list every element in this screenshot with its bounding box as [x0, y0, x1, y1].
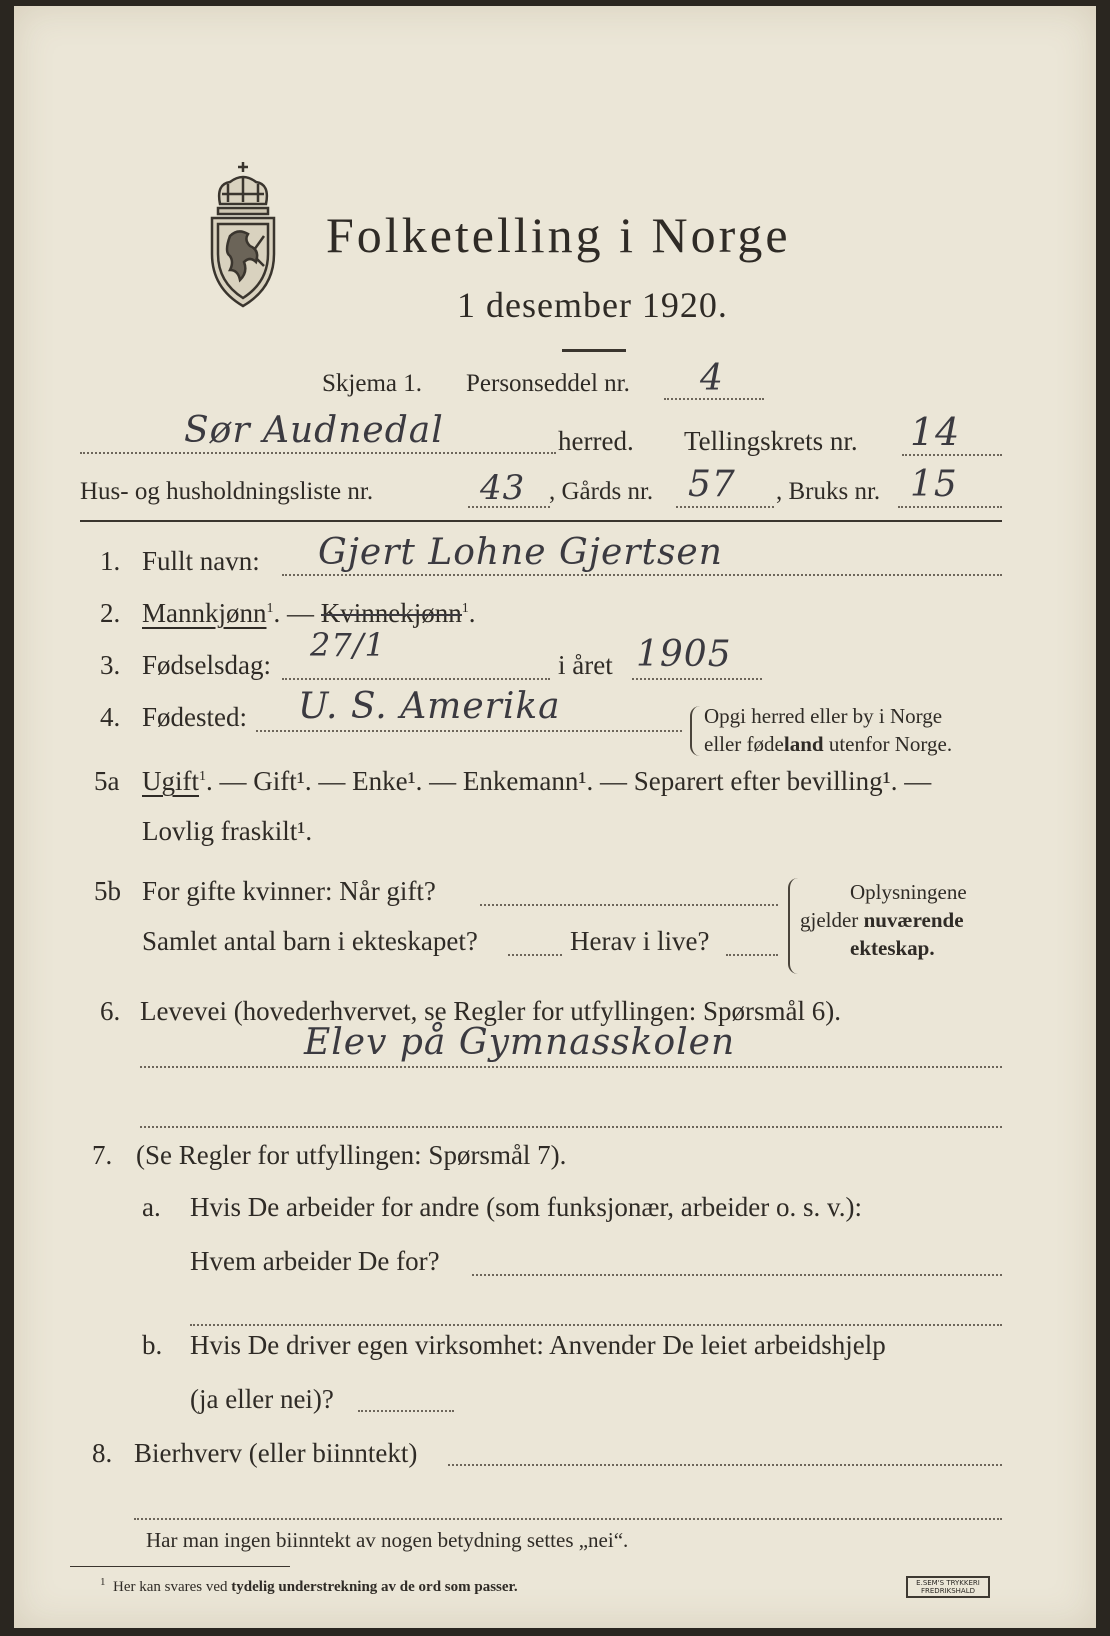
q2-number: 2.	[100, 598, 121, 628]
herred-label: herred.	[558, 426, 634, 456]
page-title: Folketelling i Norge	[326, 207, 791, 263]
q3-number: 3.	[100, 650, 121, 680]
birth-year-value[interactable]: 1905	[636, 634, 732, 675]
personseddel-value[interactable]: 4	[700, 358, 724, 399]
birthdate-value[interactable]: 27/1	[310, 626, 386, 664]
biinntekt-note: Har man ingen biinntekt av nogen betydning settes „nei“.	[146, 1528, 629, 1552]
q7b-number: b.	[142, 1330, 163, 1360]
printer-stamp: E.SEM'S TRYKKERI FREDRIKSHALD	[906, 1576, 990, 1598]
skjema-label: Skjema 1.	[322, 370, 422, 397]
q7b-line2: (ja eller nei)?	[190, 1384, 334, 1414]
personseddel-label: Personseddel nr.	[466, 370, 630, 397]
q7-label: (Se Regler for utfyllingen: Spørsmål 7).	[136, 1140, 567, 1170]
q8-number: 8.	[92, 1438, 113, 1468]
q7b-line1: Hvis De driver egen virksomhet: Anvender De leiet arbeidshjelp	[190, 1330, 886, 1360]
q1-label: Fullt navn:	[142, 546, 260, 576]
q6-label: Levevei (hovederhvervet, se Regler for utfyllingen: Spørsmål 6).	[140, 996, 842, 1026]
q3-label: Fødselsdag:	[142, 650, 272, 680]
q1-number: 1.	[100, 546, 121, 576]
ugift-option[interactable]: Ugift	[142, 766, 199, 796]
bruks-label: , Bruks nr.	[776, 478, 881, 505]
q5a-number: 5a	[94, 766, 120, 796]
q4-note-line1: Opgi herred eller by i Norge	[704, 704, 943, 728]
census-date: 1 desember 1920.	[457, 285, 728, 325]
q7a-number: a.	[142, 1192, 161, 1222]
q5a-line: Ugift$^1$. — Gift¹. — Enke¹. — Enkemann¹. — Separert efter bevilling¹. —	[142, 766, 932, 796]
mannkjonn-option[interactable]: Mannkjønn	[142, 598, 267, 628]
q5b-note1: Oplysningene	[850, 880, 967, 904]
q7a-line2: Hvem arbeider De for?	[190, 1246, 440, 1276]
q5a-line2: Lovlig fraskilt¹.	[142, 816, 313, 846]
q5b-number: 5b	[94, 876, 121, 906]
tellingskrets-value[interactable]: 14	[910, 410, 961, 454]
q5b-when-married: For gifte kvinner: Når gift?	[142, 876, 436, 906]
header-rule	[80, 520, 1002, 522]
footnote-rule	[70, 1566, 290, 1567]
q2-line: Mannkjønn$^1$. — Kvinnekjønn$^1$.	[142, 598, 476, 628]
footnote: $^1$ Her kan svares ved tydelig understrekning av de ord som passer.	[100, 1576, 518, 1595]
q4-note-line2: eller fødeland utenfor Norge.	[704, 732, 953, 756]
bruks-value[interactable]: 15	[910, 464, 958, 505]
gards-value[interactable]: 57	[688, 464, 736, 505]
title-divider	[562, 349, 626, 352]
q6-number: 6.	[100, 996, 121, 1026]
q5b-note3: ekteskap.	[850, 936, 935, 960]
tellingskrets-label: Tellingskrets nr.	[684, 426, 858, 456]
occupation-value[interactable]: Elev på Gymnasskolen	[304, 1022, 736, 1063]
gards-label: , Gårds nr.	[549, 478, 654, 505]
q5b-children: Samlet antal barn i ekteskapet?	[142, 926, 478, 956]
q8-label: Bierhverv (eller biinntekt)	[134, 1438, 418, 1468]
birth-year-label: i året	[558, 650, 613, 680]
q7-number: 7.	[92, 1140, 113, 1170]
coat-of-arms-icon	[202, 158, 284, 310]
full-name-value[interactable]: Gjert Lohne Gjertsen	[318, 532, 723, 573]
census-form-sheet	[14, 6, 1096, 1628]
q4-number: 4.	[100, 702, 121, 732]
q4-label: Fødested:	[142, 702, 247, 732]
q7a-line1: Hvis De arbeider for andre (som funksjonær, arbeider o. s. v.):	[190, 1192, 862, 1222]
hus-value[interactable]: 43	[480, 468, 526, 508]
q5b-alive: Herav i live?	[570, 926, 710, 956]
birthplace-value[interactable]: U. S. Amerika	[298, 686, 561, 727]
hus-label: Hus- og husholdningsliste nr.	[80, 478, 374, 505]
kvinnekjonn-option[interactable]: Kvinnekjønn	[320, 598, 462, 628]
q5b-note2: gjelder nuværende	[800, 908, 964, 932]
herred-value[interactable]: Sør Audnedal	[184, 410, 444, 451]
